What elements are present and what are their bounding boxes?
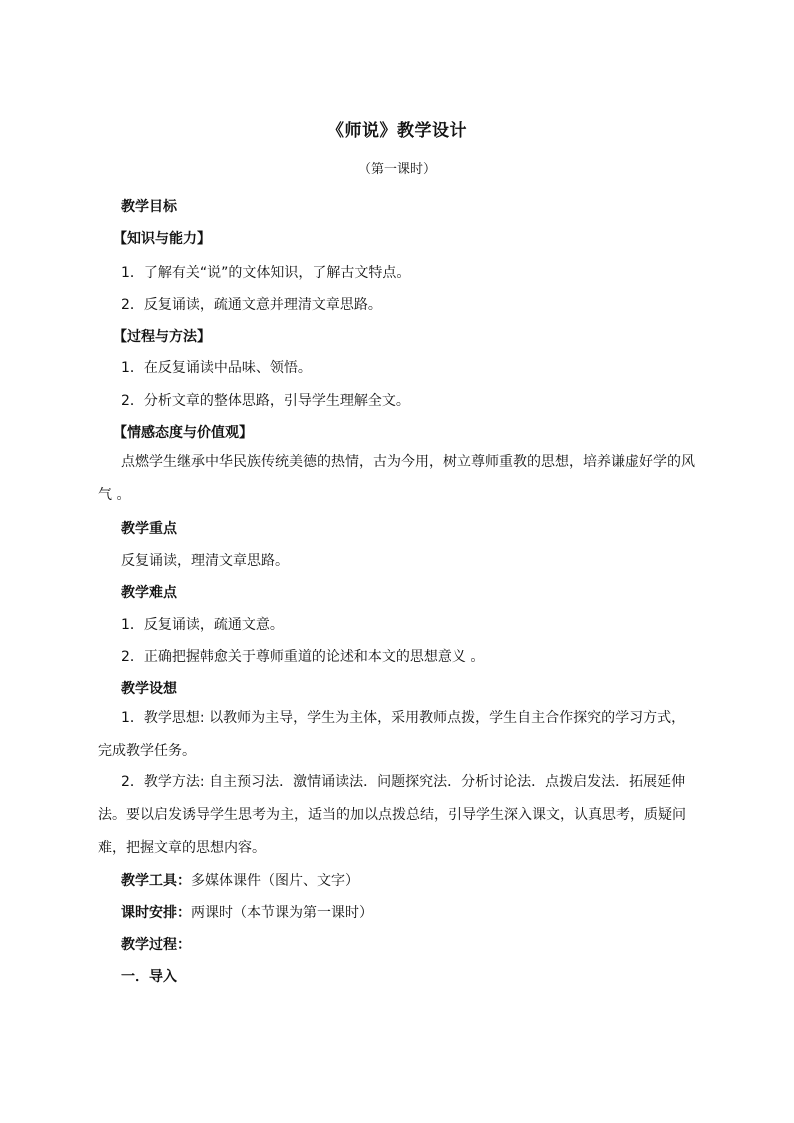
process-item-2: 2．分析文章的整体思路，引导学生理解全文。	[121, 393, 410, 409]
difficulties-item-1: 1．反复诵读，疏通文意。	[121, 617, 284, 633]
emotion-text: 点燃学生继承中华民族传统美德的热情，古为今用，树立尊师重教的思想，培养谦虚好学的风气 。	[98, 454, 695, 503]
difficulties-item-2: 2．正确把握韩愈关于尊师重道的论述和本文的思想意义 。	[121, 649, 485, 665]
knowledge-item-1: 1．了解有关“说”的文体知识，了解古文特点。	[121, 265, 411, 281]
design-item-1: 1．教学思想: 以教师为主导，学生为主体，采用教师点拨，学生自主合作探究的学习方式，完成教学任务。	[98, 710, 686, 759]
design-item-2: 2．教学方法: 自主预习法．激情诵读法．问题探究法．分析讨论法．点拨启发法．拓展延伸法。要以启发诱导学生思考为主，适当的加以点拨总结，引导学生深入课文，认真思考，质疑问难，把握文章的思想内容。	[98, 774, 686, 856]
key-points-text: 反复诵读，理清文章思路。	[121, 553, 289, 569]
process-heading: 【过程与方法】	[113, 329, 211, 345]
procedure-heading: 教学过程：	[121, 937, 191, 953]
design-heading: 教学设想	[121, 681, 177, 697]
process-item-1: 1．在反复诵读中品味、领悟。	[121, 360, 312, 376]
document-title: 《师说》教学设计	[327, 121, 467, 141]
emotion-heading: 【情感态度与价值观】	[113, 425, 253, 441]
schedule-label: 课时安排：	[121, 905, 191, 921]
section-one-heading: 一．导入	[121, 969, 177, 985]
schedule-line	[121, 902, 373, 922]
key-points-heading: 教学重点	[121, 521, 177, 537]
knowledge-heading: 【知识与能力】	[113, 231, 211, 247]
tools-label: 教学工具：	[121, 873, 191, 889]
document-subtitle: （第一课时）	[357, 162, 436, 177]
tools-line	[121, 870, 359, 890]
knowledge-item-2: 2．反复诵读，疏通文意并理清文章思路。	[121, 297, 382, 313]
objectives-heading: 教学目标	[121, 199, 177, 215]
schedule-text: 两课时（本节课为第一课时）	[191, 905, 373, 921]
tools-text: 多媒体课件（图片、文字）	[191, 873, 359, 889]
difficulties-heading: 教学难点	[121, 585, 177, 601]
